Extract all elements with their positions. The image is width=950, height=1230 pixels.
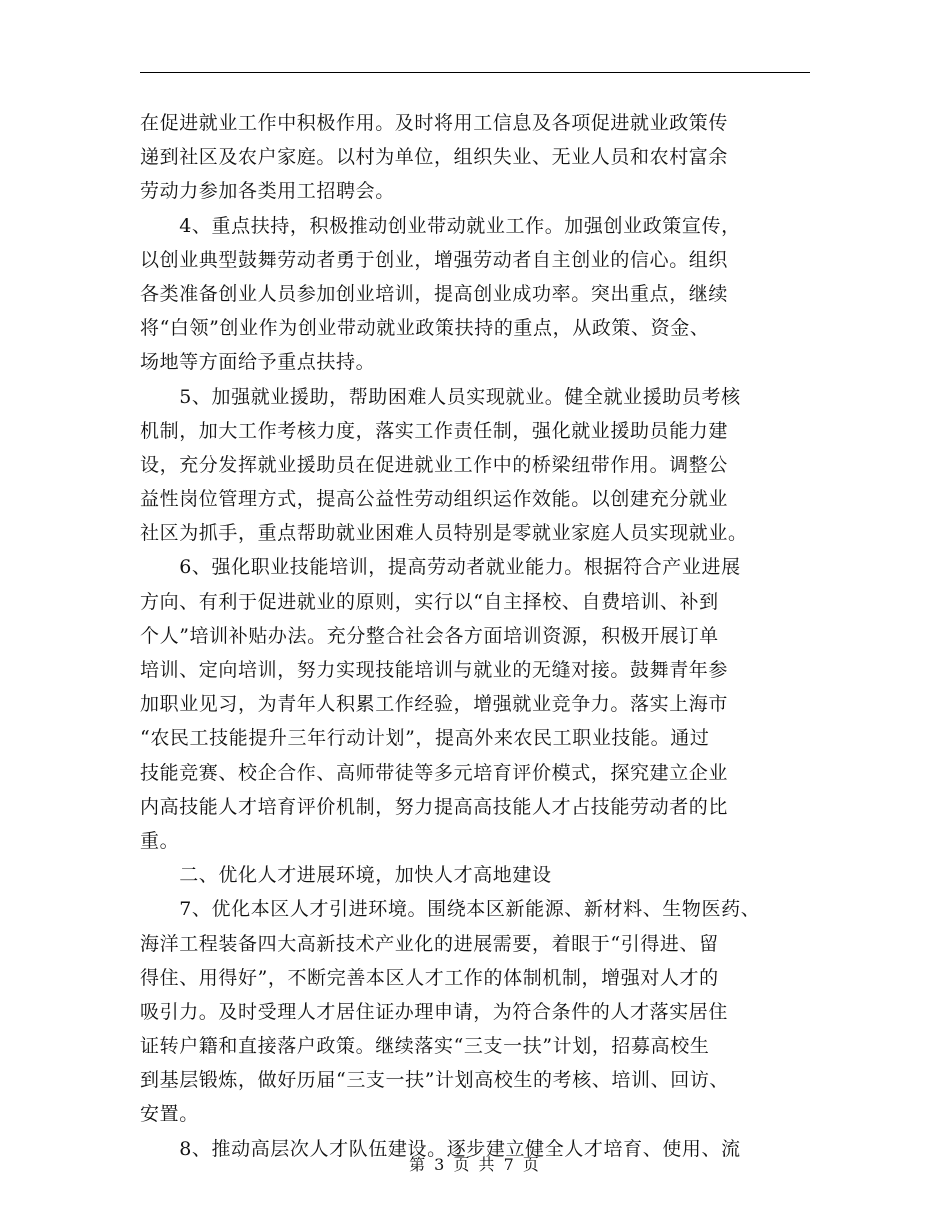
section-heading: 二、优化人才进展环境，加快人才高地建设 — [140, 864, 552, 887]
document-body — [140, 106, 820, 1166]
text-line: 培训、定向培训，努力实现技能培训与就业的无缝对接。鼓舞青年参 — [140, 659, 729, 681]
text-line: “农民工技能提升三年行动计划”，提高外来农民工职业技能。通过 — [140, 727, 710, 750]
text-line: 5、加强就业援助，帮助困难人员实现就业。健全就业援助员考核 — [140, 385, 741, 408]
text-line: 8、推动高层次人才队伍建设。逐步建立健全人才培育、使用、流 — [140, 1137, 741, 1160]
text-line: 到基层锻炼，做好历届“三支一扶”计划高校生的考核、培训、回访、 — [140, 1069, 730, 1092]
text-line: 内高技能人才培育评价机制，努力提高高技能人才占技能劳动者的比 — [140, 795, 729, 818]
text-line: 4、重点扶持，积极推动创业带动就业工作。加强创业政策宣传， — [140, 214, 741, 237]
text-line: 7、优化本区人才引进环境。围绕本区新能源、新材料、生物医药、 — [140, 898, 761, 921]
header-rule — [140, 72, 810, 73]
text-line: 递到社区及农户家庭。以村为单位，组织失业、无业人员和农村富余 — [140, 146, 729, 169]
text-line: 6、强化职业技能培训，提高劳动者就业能力。根据符合产业进展 — [140, 556, 741, 579]
text-line: 证转户籍和直接落户政策。继续落实“三支一扶”计划，招募高校生 — [140, 1035, 710, 1058]
text-line: 海洋工程装备四大高新技术产业化的进展需要，着眼于“引得进、留 — [140, 932, 719, 955]
text-line: 场地等方面给予重点扶持。 — [140, 351, 376, 374]
text-line: 将“白领”创业作为创业带动就业政策扶持的重点，从政策、资金、 — [140, 317, 710, 340]
text-line: 在促进就业工作中积极作用。及时将用工信息及各项促进就业政策传 — [140, 112, 729, 134]
text-line: 加职业见习，为青年人积累工作经验，增强就业竞争力。落实上海市 — [140, 693, 729, 716]
text-line: 安置。 — [140, 1103, 199, 1126]
text-line: 各类准备创业人员参加创业培训，提高创业成功率。突出重点，继续 — [140, 282, 729, 305]
text-line: 社区为抓手，重点帮助就业困难人员特别是零就业家庭人员实现就业。 — [140, 522, 748, 545]
text-line: 重。 — [140, 829, 180, 852]
text-line: 技能竞赛、校企合作、高师带徒等多元培育评价模式，探究建立企业 — [140, 761, 729, 784]
page-footer: 第 3 页 共 7 页 — [409, 1155, 541, 1174]
text-line: 个人”培训补贴办法。充分整合社会各方面培训资源，积极开展订单 — [140, 624, 719, 647]
text-line: 机制，加大工作考核力度，落实工作责任制，强化就业援助员能力建 — [140, 419, 729, 442]
text-line: 吸引力。及时受理人才居住证办理申请，为符合条件的人才落实居住 — [140, 1000, 729, 1023]
text-line: 设，充分发挥就业援助员在促进就业工作中的桥梁纽带作用。调整公 — [140, 453, 729, 476]
text-line: 方向、有利于促进就业的原则，实行以“自主择校、自费培训、补到 — [140, 590, 719, 613]
text-line: 益性岗位管理方式，提高公益性劳动组织运作效能。以创建充分就业 — [140, 488, 729, 511]
text-line: 得住、用得好”，不断完善本区人才工作的体制机制，增强对人才的 — [140, 966, 719, 989]
text-line: 劳动力参加各类用工招聘会。 — [140, 180, 395, 203]
text-line: 以创业典型鼓舞劳动者勇于创业，增强劳动者自主创业的信心。组织 — [140, 248, 729, 271]
